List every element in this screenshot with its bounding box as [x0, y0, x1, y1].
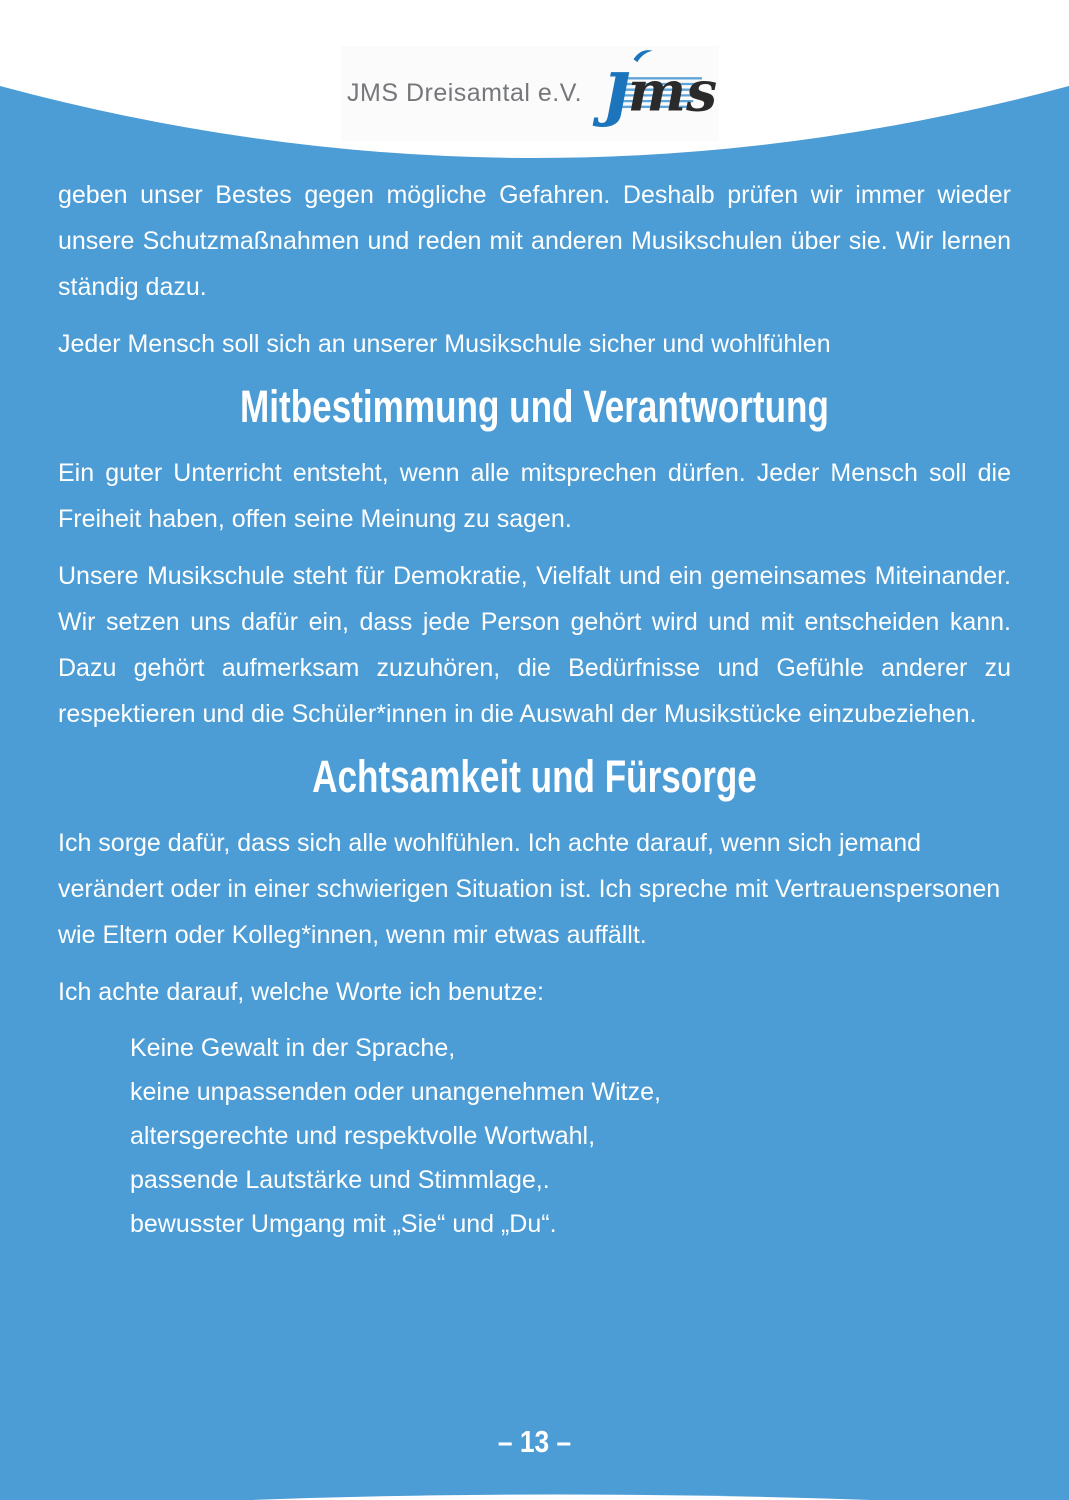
section-heading-mitbestimmung: Mitbestimmung und Verantwortung — [240, 381, 829, 432]
section-heading-achtsamkeit: Achtsamkeit und Fürsorge — [312, 751, 757, 802]
list-item: Keine Gewalt in der Sprache, — [130, 1034, 456, 1062]
org-name-text: JMS Dreisamtal e.V. — [347, 79, 583, 107]
care-list-intro: Ich achte darauf, welche Worte ich benutze: — [58, 978, 544, 1006]
participation-paragraph-1: Ein guter Unterricht entsteht, wenn alle mitsprechen dürfen. Jeder Mensch soll die Freiheit haben, offen seine Meinung zu sagen. — [58, 459, 1011, 533]
jms-logo-icon — [592, 46, 732, 141]
intro-paragraph-2: Jeder Mensch soll sich an unserer Musikschule sicher und wohlfühlen — [58, 330, 831, 358]
list-item: passende Lautstärke und Stimmlage,. — [130, 1166, 550, 1194]
list-item: keine unpassenden oder unangenehmen Witze, — [130, 1078, 661, 1106]
header-logo-box — [341, 46, 719, 141]
participation-paragraph-2: Unsere Musikschule steht für Demokratie, Vielfalt und ein gemeinsames Miteinander. Wir setzen uns dafür ein, dass jede Person gehört wird und mit entscheiden kann. Dazu gehört aufmerksam zuzuhören, die Bedürfnisse und Gefühle anderer zu respektieren und die Schüler*innen in die Auswahl der Musikstücke einzubeziehen. — [58, 562, 1011, 728]
svg-text:ms: ms — [627, 58, 718, 124]
list-item: bewusster Umgang mit „Sie“ und „Du“. — [130, 1210, 557, 1238]
svg-text:ȷ: ȷ — [603, 46, 630, 129]
word-choice-list — [58, 1026, 1011, 1246]
page-content — [58, 172, 1011, 1246]
intro-paragraph-1: geben unser Bestes gegen mögliche Gefahren. Deshalb prüfen wir immer wieder unsere Schutzmaßnahmen und reden mit anderen Musikschulen über sie. Wir lernen ständig dazu. — [58, 181, 1011, 301]
care-paragraph-1: Ich sorge dafür, dass sich alle wohlfühlen. Ich achte darauf, wenn sich jemand verändert oder in einer schwierigen Situation ist. Ich spreche mit Vertrauenspersonen wie Eltern oder Kolleg*innen, wenn mir etwas auffällt. — [58, 829, 1001, 949]
list-item: altersgerechte und respektvolle Wortwahl, — [130, 1122, 596, 1150]
page-number: – 13 – — [497, 1424, 572, 1459]
